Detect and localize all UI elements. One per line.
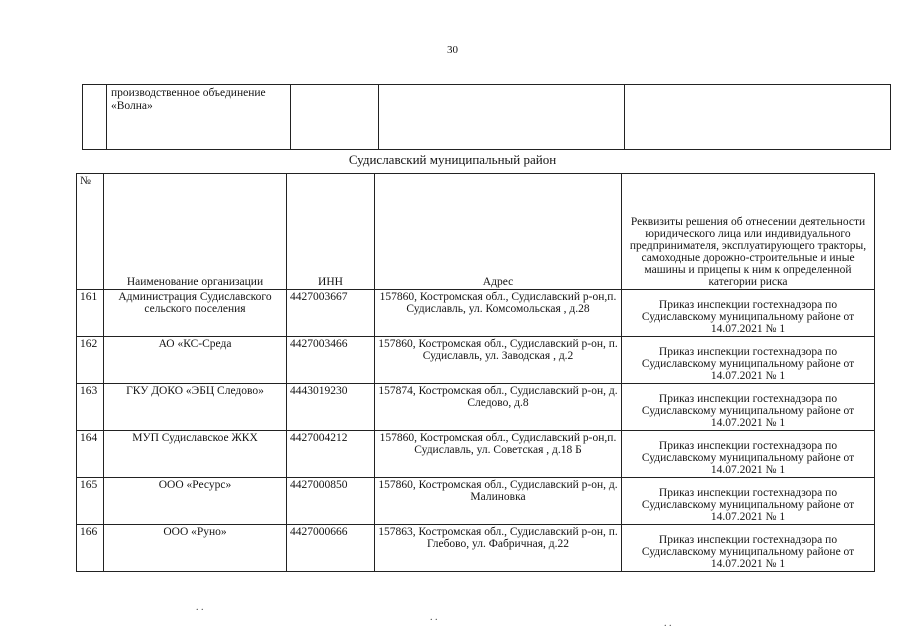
- page-number: 30: [447, 44, 458, 56]
- table-row: [77, 431, 875, 478]
- cell-inn: [291, 85, 379, 150]
- cell-number: [83, 85, 107, 150]
- row-inn: 4427004212: [287, 431, 375, 478]
- scan-speck: . .: [430, 612, 438, 623]
- scan-speck: . .: [664, 618, 672, 629]
- row-name: ГКУ ДОКО «ЭБЦ Следово»: [104, 384, 287, 431]
- row-number: 161: [77, 290, 104, 337]
- table-row: [83, 85, 891, 150]
- row-decree: Приказ инспекции гостехнадзора по Судиславскому муниципальному районе от 14.07.2021 № 1: [622, 384, 875, 431]
- row-address: 157860, Костромская обл., Судиславский р-он, п. Судиславль, ул. Заводская , д.2: [375, 337, 622, 384]
- row-decree: Приказ инспекции гостехнадзора по Судиславскому муниципальному районе от 14.07.2021 № 1: [622, 525, 875, 572]
- scan-speck: . .: [196, 602, 204, 613]
- header-number: №: [77, 174, 104, 290]
- row-address: 157874, Костромская обл., Судиславский р-он, д. Следово, д.8: [375, 384, 622, 431]
- table-header-row: [77, 174, 875, 290]
- row-inn: 4427000850: [287, 478, 375, 525]
- row-name: ООО «Руно»: [104, 525, 287, 572]
- row-decree: Приказ инспекции гостехнадзора по Судиславскому муниципальному районе от 14.07.2021 № 1: [622, 478, 875, 525]
- row-address: 157860, Костромская обл., Судиславский р-он,п. Судиславль, ул. Советская , д.18 Б: [375, 431, 622, 478]
- row-number: 162: [77, 337, 104, 384]
- organizations-table: [76, 173, 875, 572]
- header-inn: ИНН: [287, 174, 375, 290]
- row-number: 163: [77, 384, 104, 431]
- row-inn: 4443019230: [287, 384, 375, 431]
- row-name: МУП Судиславское ЖКХ: [104, 431, 287, 478]
- header-address: Адрес: [375, 174, 622, 290]
- row-number: 166: [77, 525, 104, 572]
- table-row: [77, 290, 875, 337]
- previous-page-table-continuation: [82, 84, 891, 150]
- row-name: ООО «Ресурс»: [104, 478, 287, 525]
- header-name: Наименование организации: [104, 174, 287, 290]
- cell-decree: [625, 85, 891, 150]
- header-decree: Реквизиты решения об отнесении деятельности юридического лица или индивидуального предпринимателя, эксплуатирующего тракторы, самоходные дорожно-строительные и иные машины и прицепы к ним к определенной категории риска: [622, 174, 875, 290]
- row-inn: 4427003667: [287, 290, 375, 337]
- cell-address: [379, 85, 625, 150]
- row-address: 157863, Костромская обл., Судиславский р-он, п. Глебово, ул. Фабричная, д.22: [375, 525, 622, 572]
- row-decree: Приказ инспекции гостехнадзора по Судиславскому муниципальному районе от 14.07.2021 № 1: [622, 431, 875, 478]
- table-row: [77, 337, 875, 384]
- row-name: Администрация Судиславского сельского поселения: [104, 290, 287, 337]
- table-row: [77, 478, 875, 525]
- row-decree: Приказ инспекции гостехнадзора по Судиславскому муниципальному районе от 14.07.2021 № 1: [622, 290, 875, 337]
- row-address: 157860, Костромская обл., Судиславский р-он,п. Судиславль, ул. Комсомольская , д.28: [375, 290, 622, 337]
- row-address: 157860, Костромская обл., Судиславский р-он, д. Малиновка: [375, 478, 622, 525]
- table-row: [77, 384, 875, 431]
- section-heading: Судиславский муниципальный район: [348, 152, 557, 167]
- table-row: [77, 525, 875, 572]
- row-number: 164: [77, 431, 104, 478]
- cell-name: производственное объединение «Волна»: [107, 85, 291, 150]
- row-number: 165: [77, 478, 104, 525]
- row-inn: 4427003466: [287, 337, 375, 384]
- row-inn: 4427000666: [287, 525, 375, 572]
- row-decree: Приказ инспекции гостехнадзора по Судиславскому муниципальному районе от 14.07.2021 № 1: [622, 337, 875, 384]
- row-name: АО «КС-Среда: [104, 337, 287, 384]
